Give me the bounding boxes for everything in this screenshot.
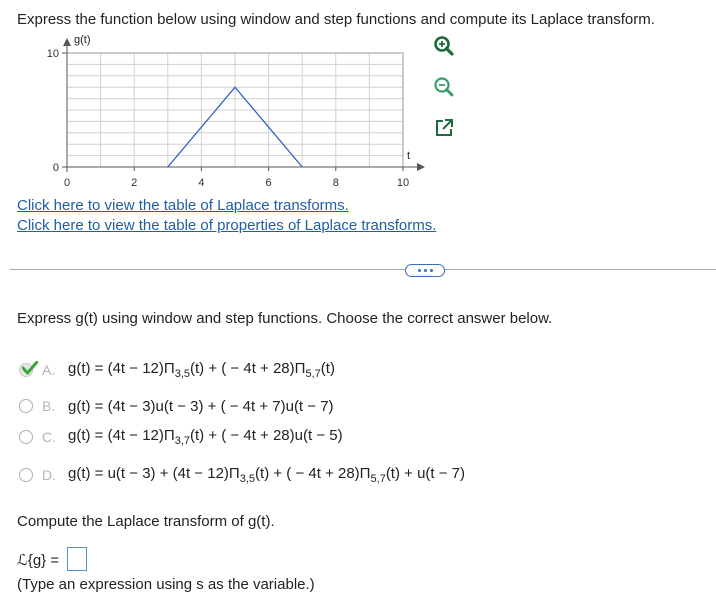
- input-hint: (Type an expression using s as the variable.): [17, 576, 315, 593]
- graph-axes: [62, 40, 423, 172]
- laplace-table-link[interactable]: Click here to view the table of Laplace transforms.: [17, 197, 349, 214]
- question-1-text: Express g(t) using window and step functions. Choose the correct answer below.: [17, 310, 553, 327]
- laplace-answer-input[interactable]: [67, 547, 87, 571]
- more-options-button[interactable]: [405, 264, 445, 277]
- x-tick-label: 6: [265, 177, 272, 189]
- choice-c[interactable]: [19, 426, 343, 448]
- zoom-out-icon: [433, 76, 455, 98]
- popout-button[interactable]: [431, 115, 457, 141]
- zoom-out-button[interactable]: [431, 74, 457, 100]
- y-tick-labels: [47, 48, 59, 174]
- section-divider: [10, 269, 716, 270]
- x-axis-label: t: [407, 150, 411, 162]
- x-tick-labels: [64, 177, 409, 189]
- radio-b[interactable]: [19, 399, 33, 413]
- choice-b-expression: g(t) = (4t − 3)u(t − 3) + ( − 4t + 7)u(t − 7): [68, 397, 334, 415]
- radio-d[interactable]: [19, 468, 33, 482]
- radio-a[interactable]: [19, 363, 33, 377]
- choice-a[interactable]: [19, 359, 335, 381]
- y-tick-label: 0: [52, 162, 59, 174]
- popout-icon: [433, 117, 455, 139]
- choice-d-letter: D.: [42, 467, 56, 483]
- function-graph: [0, 30, 480, 200]
- choice-c-letter: C.: [42, 429, 56, 445]
- choice-d-expression: $g(t) = u(t - 3) + (4t - 12)\Pi_{3,5}(t)$ + ( − $4t + 28)\Pi_{5,7}(t) + u(t - 7)$: [68, 465, 466, 485]
- x-tick-label: 10: [396, 177, 410, 189]
- choice-a-expression: $g(t) = (4t - 12)\Pi_{3,5}(t)$ + ( − $4t + 28)\Pi_{5,7}(t)$: [68, 360, 335, 380]
- checkmark-icon: [22, 361, 38, 375]
- x-tick-label: 0: [63, 177, 71, 189]
- choice-d[interactable]: [19, 464, 465, 486]
- radio-c[interactable]: [19, 430, 33, 444]
- x-tick-label: 8: [332, 177, 339, 189]
- dot-icon: [424, 269, 427, 272]
- y-axis-label: g(t): [74, 34, 91, 46]
- graph-grid: [67, 53, 403, 167]
- choice-c-expression: $g(t) = (4t - 12)\Pi_{3,7}(t)$ + ( − 4t + 28)u(t − 5): [68, 427, 343, 447]
- dot-icon: [430, 269, 433, 272]
- choice-b[interactable]: [19, 395, 334, 417]
- x-tick-label: 2: [131, 177, 138, 189]
- choice-a-letter: A.: [42, 362, 56, 378]
- choice-b-letter: B.: [42, 398, 56, 414]
- y-tick-label: 10: [46, 48, 59, 60]
- properties-table-link[interactable]: Click here to view the table of properties of Laplace transforms.: [17, 217, 437, 234]
- question-2-text: Compute the Laplace transform of g(t).: [17, 513, 275, 530]
- laplace-answer-label: ℒ{g} =: [17, 552, 60, 569]
- problem-prompt: Express the function below using window and step functions and compute its Laplace transform.: [17, 11, 655, 28]
- zoom-in-icon: [433, 35, 455, 57]
- dot-icon: [418, 269, 421, 272]
- zoom-in-button[interactable]: [431, 33, 457, 59]
- x-tick-label: 4: [198, 177, 205, 189]
